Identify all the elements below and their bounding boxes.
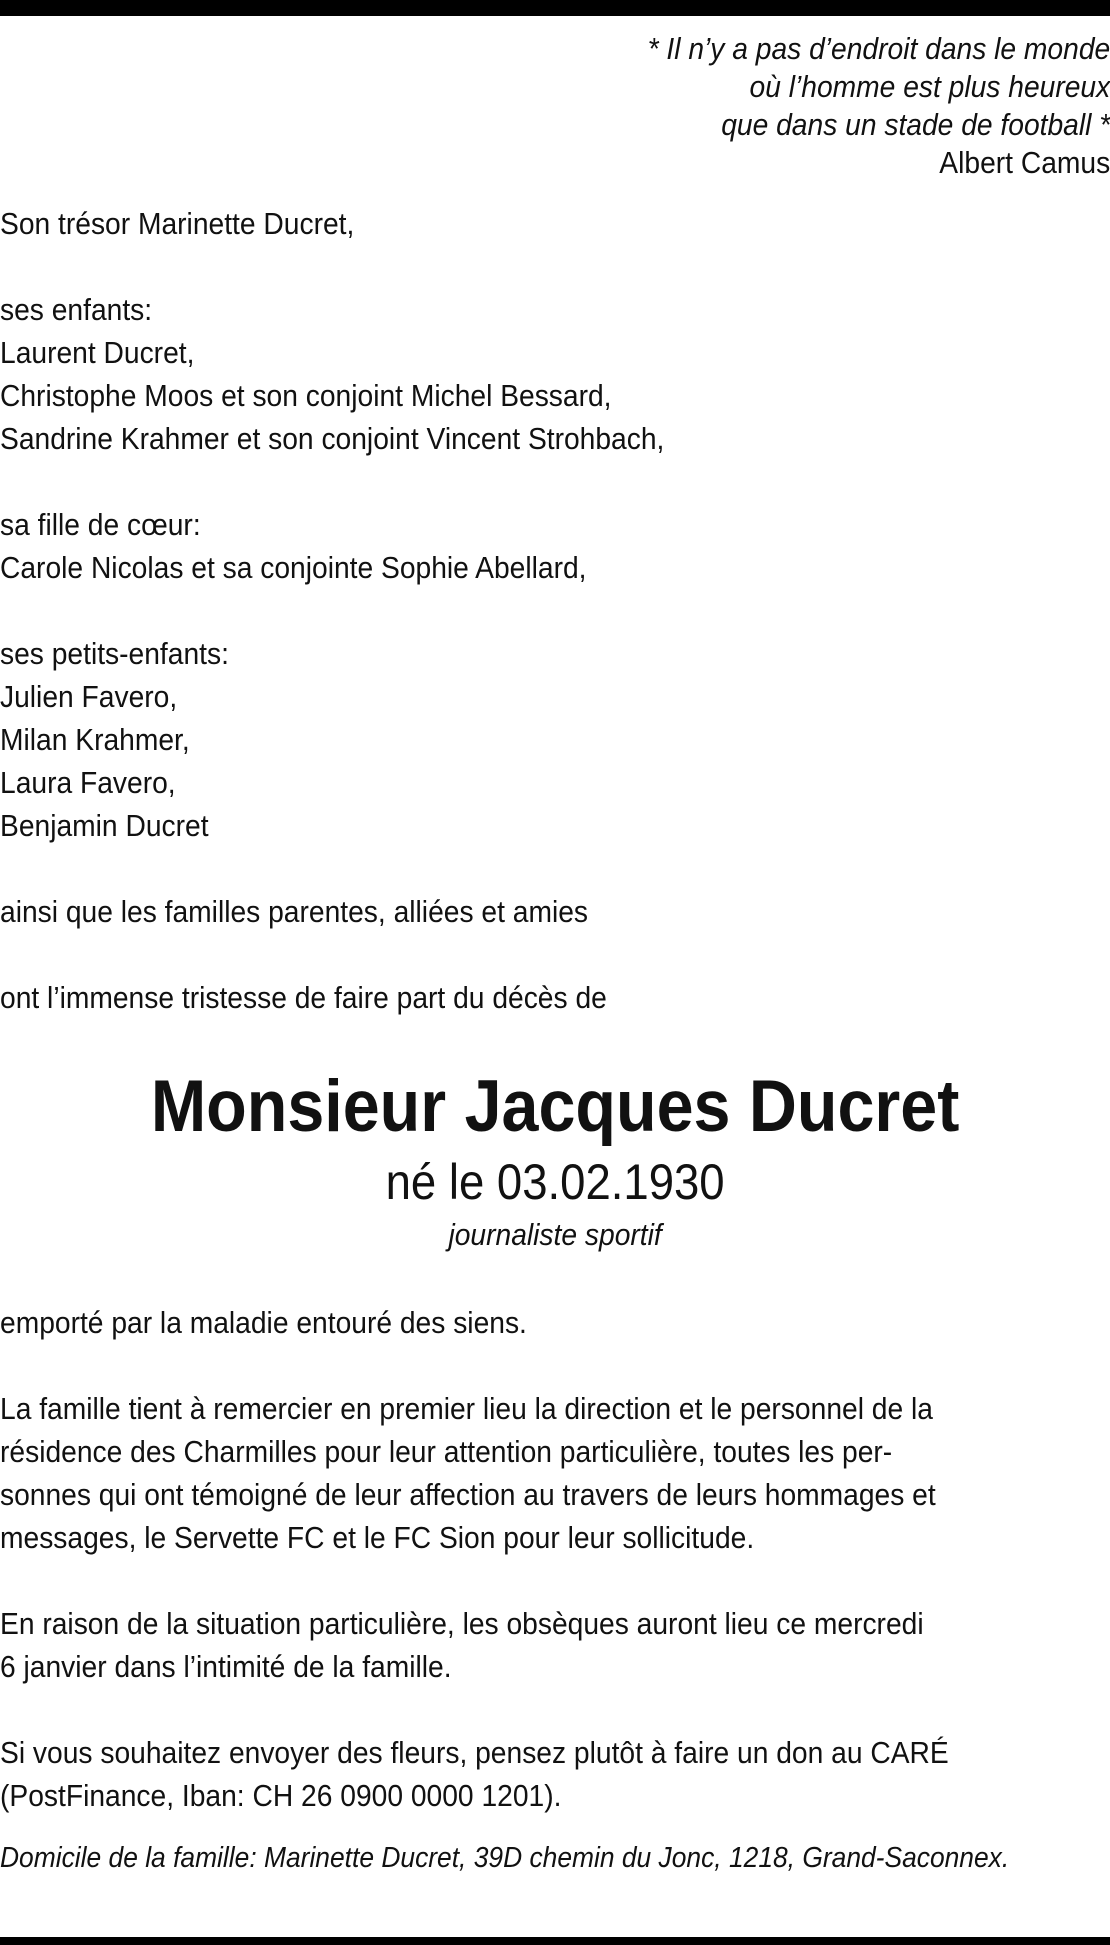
thanks-line: résidence des Charmilles pour leur attention particulière, toutes les per- xyxy=(0,1434,893,1469)
heart-daughter-item: Carole Nicolas et sa conjointe Sophie Abellard, xyxy=(0,550,587,585)
donation-line: Si vous souhaitez envoyer des fleurs, pensez plutôt à faire un don au CARÉ xyxy=(0,1735,949,1770)
epigraph-quote xyxy=(0,30,1110,182)
grandchildren-heading: ses petits-enfants: xyxy=(0,636,229,671)
families-line: ainsi que les familles parentes, alliées et amies xyxy=(0,894,589,929)
grandchildren-section xyxy=(0,632,1110,847)
thanks-line: La famille tient à remercier en premier lieu la direction et le personnel de la xyxy=(0,1391,933,1426)
children-heading: ses enfants: xyxy=(0,292,153,327)
heart-daughter-section xyxy=(0,503,1110,589)
intro-line: Son trésor Marinette Ducret, xyxy=(0,206,355,241)
funeral-line: 6 janvier dans l’intimité de la famille. xyxy=(0,1649,452,1684)
deceased-block xyxy=(0,1062,1110,1258)
family-domicile: Domicile de la famille: Marinette Ducret, 39D chemin du Jonc, 1218, Grand-Saconnex. xyxy=(0,1842,1010,1874)
birth-date: né le 03.02.1930 xyxy=(385,1154,725,1210)
grandchild-item: Laura Favero, xyxy=(0,765,176,800)
thanks-line: messages, le Servette FC et le FC Sion pour leur sollicitude. xyxy=(0,1520,755,1555)
announcement-line: ont l’immense tristesse de faire part du décès de xyxy=(0,980,607,1015)
quote-line-1: * Il n’y a pas d’endroit dans le monde xyxy=(647,31,1110,66)
deceased-profession: journaliste sportif xyxy=(448,1217,662,1252)
funeral-line: En raison de la situation particulière, les obsèques auront lieu ce mercredi xyxy=(0,1606,924,1641)
donation-line: (PostFinance, Iban: CH 26 0900 0000 1201). xyxy=(0,1778,562,1813)
grandchild-item: Milan Krahmer, xyxy=(0,722,190,757)
donation-paragraph xyxy=(0,1731,1110,1817)
thanks-line: sonnes qui ont témoigné de leur affection au travers de leurs hommages et xyxy=(0,1477,936,1512)
passed-line: emporté par la maladie entouré des siens. xyxy=(0,1305,527,1340)
bottom-border-rule xyxy=(0,1937,1110,1945)
child-item: Christophe Moos et son conjoint Michel Bessard, xyxy=(0,378,612,413)
child-item: Laurent Ducret, xyxy=(0,335,195,370)
obituary-content xyxy=(0,30,1110,1880)
funeral-paragraph xyxy=(0,1602,1110,1688)
grandchild-item: Benjamin Ducret xyxy=(0,808,209,843)
quote-line-2: où l’homme est plus heureux xyxy=(749,69,1110,104)
children-section xyxy=(0,288,1110,460)
heart-daughter-heading: sa fille de cœur: xyxy=(0,507,201,542)
grandchild-item: Julien Favero, xyxy=(0,679,178,714)
quote-author: Albert Camus xyxy=(939,145,1110,180)
thanks-paragraph xyxy=(0,1387,1110,1559)
child-item: Sandrine Krahmer et son conjoint Vincent Strohbach, xyxy=(0,421,665,456)
top-border-rule xyxy=(0,0,1110,16)
quote-line-3: que dans un stade de football * xyxy=(721,107,1110,142)
deceased-name: Monsieur Jacques Ducret xyxy=(150,1066,960,1147)
